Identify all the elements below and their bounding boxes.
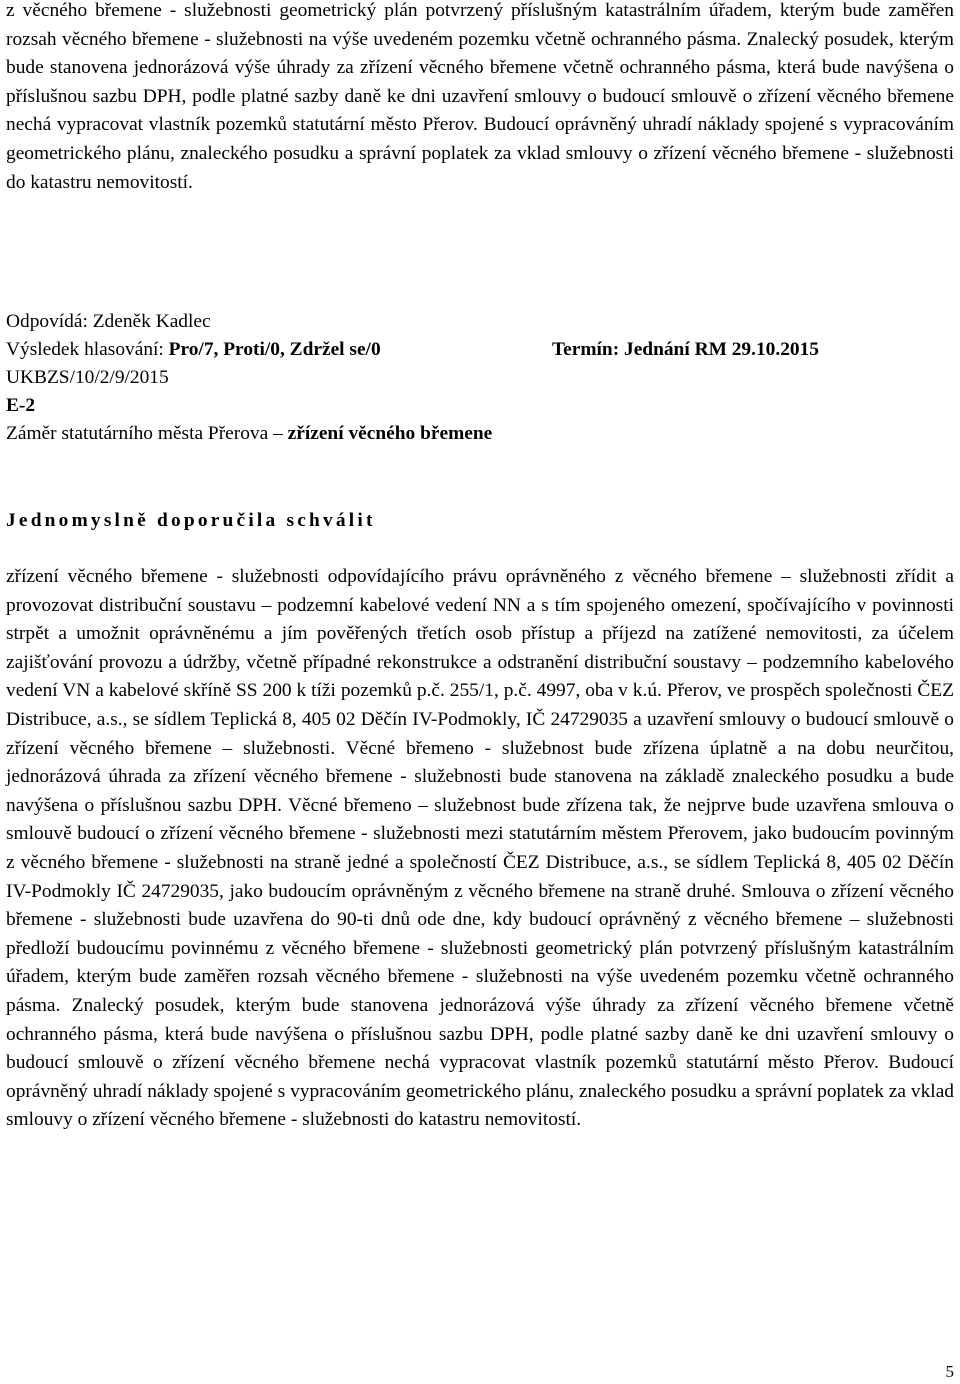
continued-paragraph [6,0,954,197]
resolution-text-part1: zřízení věcného břemene - služebnosti odpovídajícího právu oprávněného z věcného břemene – služebnosti zřídit a provozovat distribuční soustavu – podzemní kabelové vedení NN a s tím spojeného omezení, spočívajícího v povinnosti strpět a umožnit oprávněnému a jím pověřených třetích osob přístup a příjezd na zatížené nemovitosti, za účelem zajišťování provozu a údržby, včetně případné rekonstrukce a odstranění distribuční soustavy – podzemního kabelového vedení VN a kabelové skříně SS 200 k tíži pozemků p.č. 255/1, p.č. 4997, oba v k.ú. Přerov, ve prospěch společnosti ČEZ Distribuce, a.s., se sídlem Teplická 8, 405 02 Děčín IV-Podmokly, IČ 24729035 a uzavření smlouvy o budoucí smlouvě o zřízení věcného břemene – služebnosti. [6,566,954,759]
resolution-text-part4: Smlouva o zřízení věcného břemene - služebnosti bude uzavřena do 90-ti dnů ode dne, kdy budoucí oprávněný z věcného břemene – služebnosti předloží budoucímu povinnému z věcného břemene - služebnosti geometrický plán potvrzený příslušným katastrálním úřadem, kterým bude zaměřen rozsah věcného břemene - služebnosti na výše uvedeném pozemku včetně ochranného pásma. [6,880,954,1016]
page-number: 5 [945,1362,954,1381]
subject-prefix: Záměr statutárního města Přerova – [6,423,288,444]
responsible-person: Odpovídá: Zdeněk Kadlec [6,311,211,332]
item-code: E-2 [6,395,36,416]
resolution-meta [6,308,954,448]
vote-result: Pro/7, Proti/0, Zdržel se/0 [168,339,381,360]
item-subject [6,420,954,448]
subject-highlight: zřízení věcného břemene [287,423,493,444]
resolution-text-part2: Věcné břemeno - služebnost bude zřízena úplatně a na dobu neurčitou, jednorázová úhrada za zřízení věcného břemene - služebnosti bude stanovena na základě znaleckého posudku a bude navýšena o příslušnou sazbu DPH. [6,737,954,816]
resolution-text-part3: Věcné břemeno – služebnost bude zřízena tak, že nejprve bude uzavřena smlouva o smlouvě budoucí o zřízení věcného břemene - služebnosti mezi statutárním městem Přerovem, jako budoucím povinným z věcného břemene - služebnosti na straně jedné a společností ČEZ Distribuce, a.s., se sídlem Teplická 8, 405 02 Děčín IV-Podmokly IČ 24729035, jako budoucím oprávněným z věcného břemene na straně druhé. [6,794,955,902]
case-code: UKBZS/10/2/9/2015 [6,367,169,388]
continued-paragraph-part1: z věcného břemene - služebnosti geometrický plán potvrzený příslušným katastrálním úřadem, kterým bude zaměřen rozsah věcného břemene - služebnosti na výše uvedeném pozemku včetně ochranného pásma. [6,0,954,50]
vote-label: Výsledek hlasování: [6,339,169,360]
continued-paragraph-part3: Budoucí oprávněný uhradí náklady spojené s vypracováním geometrického plánu, znaleckého posudku a správní poplatek za vklad smlouvy o zřízení věcného břemene - služebnosti do katastru nemovitostí. [6,114,954,193]
continued-paragraph-part2: Znalecký posudek, kterým bude stanovena jednorázová výše úhrady za zřízení věcného břemene včetně ochranného pásma, která bude navýšena o příslušnou sazbu DPH, podle platné sazby daně ke dni uzavření smlouvy o budoucí smlouvě o zřízení věcného břemene nechá vypracovat vlastník pozemků statutární město Přerov. [6,28,955,136]
resolution-text-part6: Budoucí oprávněný uhradí náklady spojené s vypracováním geometrického plánu, znaleckého posudku a správní poplatek za vklad smlouvy o zřízení věcného břemene - služebnosti do katastru nemovitostí. [6,1052,954,1131]
resolution-text [6,563,954,1135]
resolution-text-part5: Znalecký posudek, kterým bude stanovena jednorázová výše úhrady za zřízení věcného břemene včetně ochranného pásma, která bude navýšena o příslušnou sazbu DPH, podle platné sazby daně ke dni uzavření smlouvy o budoucí smlouvě o zřízení věcného břemene nechá vypracovat vlastník pozemků statutární město Přerov. [6,994,955,1074]
deadline: Termín: Jednání RM 29.10.2015 [552,339,819,360]
vote-result-row [6,336,954,364]
resolution-heading: Jednomyslně doporučila schválit [6,510,376,531]
